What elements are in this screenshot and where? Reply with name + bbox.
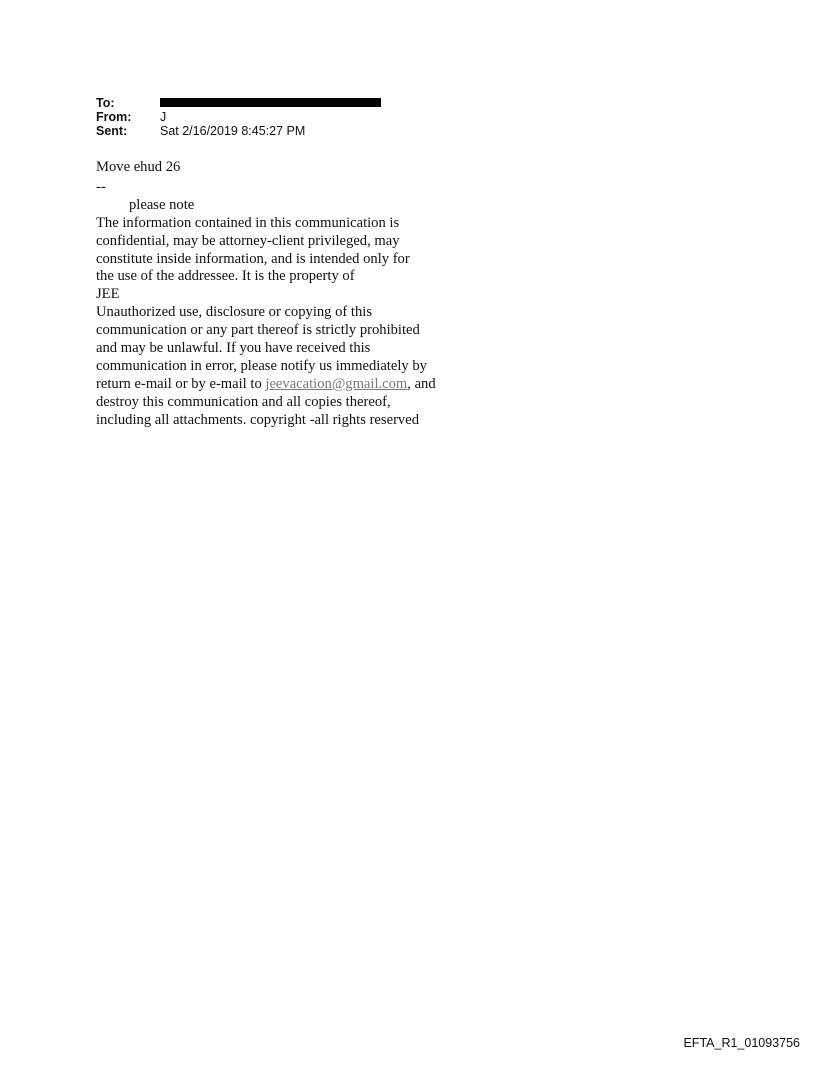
email-link[interactable]: jeevacation@gmail.com bbox=[265, 375, 408, 392]
separator: -- bbox=[96, 178, 106, 195]
redaction-bar bbox=[160, 98, 381, 107]
from-row bbox=[96, 110, 305, 124]
sent-value: Sat 2/16/2019 8:45:27 PM bbox=[160, 124, 306, 138]
from-label: From: bbox=[96, 110, 132, 124]
note-line: please note bbox=[129, 196, 195, 213]
bates-number: EFTA_R1_01093756 bbox=[683, 1036, 800, 1050]
email-subject: Move ehud 26 bbox=[96, 159, 181, 175]
disclaimer-line: confidential, may be attorney-client privileged, may bbox=[96, 232, 400, 249]
email-line-suffix: , and bbox=[407, 375, 436, 392]
sent-row bbox=[96, 124, 305, 138]
disclaimer-line: communication in error, please notify us immediately by bbox=[96, 357, 427, 374]
email-line-prefix: return e-mail or by e-mail to bbox=[96, 375, 266, 392]
email-body bbox=[96, 159, 496, 430]
disclaimer-line: Unauthorized use, disclosure or copying of this bbox=[96, 304, 373, 321]
disclaimer-line: and may be unlawful. If you have received this bbox=[96, 340, 371, 357]
sent-label: Sent: bbox=[96, 124, 128, 138]
disclaimer-line: including all attachments. copyright -all rights reserved bbox=[96, 411, 419, 428]
disclaimer-line: communication or any part thereof is strictly prohibited bbox=[96, 322, 420, 339]
disclaimer-line: destroy this communication and all copies thereof, bbox=[96, 393, 391, 410]
email-contact-line bbox=[96, 376, 496, 394]
disclaimer-line: constitute inside information, and is intended only for bbox=[96, 250, 410, 267]
disclaimer-line: JEE bbox=[96, 286, 120, 303]
disclaimer-line: the use of the addressee. It is the property of bbox=[96, 268, 355, 285]
from-value: J bbox=[160, 110, 167, 124]
to-label: To: bbox=[96, 96, 115, 110]
disclaimer-line: The information contained in this communication is bbox=[96, 214, 400, 231]
